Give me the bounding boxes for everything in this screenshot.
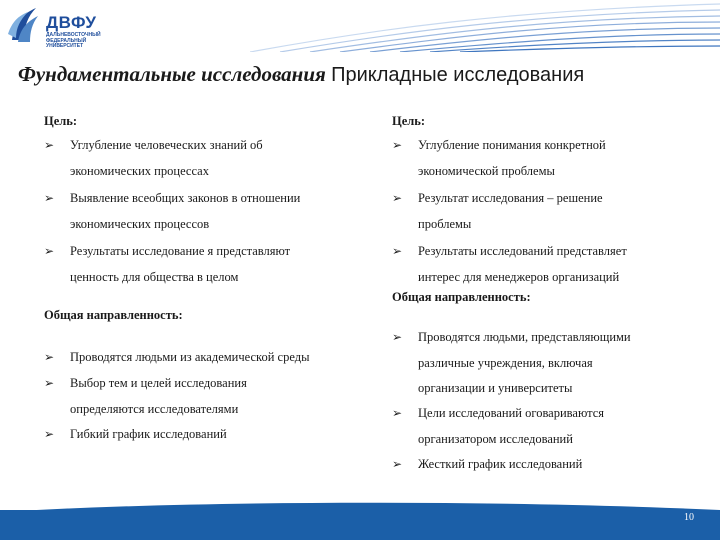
right-direction-3-line1: Жесткий график исследований [418,457,583,471]
bullet-arrow-icon: ➢ [392,457,403,471]
right-goal-1-line1: Углубление понимания конкретной [418,138,606,152]
left-direction-label: Общая направленность: [44,308,183,322]
logo-subtitle: ДАЛЬНЕВОСТОЧНЫЙ ФЕДЕРАЛЬНЫЙ УНИВЕРСИТЕТ [46,32,101,49]
right-direction-1-line2: различные учреждения, включая [418,356,593,370]
right-direction-2-line1: Цели исследований оговариваются [418,406,605,420]
left-goal-1-line2: экономических процессах [70,164,209,178]
title-fundamental: Фундаментальные исследования [18,62,326,86]
left-direction-3-line1: Гибкий график исследований [70,427,227,441]
footer [0,498,720,540]
footer-bar [0,510,720,540]
bullet-arrow-icon: ➢ [392,138,403,152]
header-wave-decoration [250,0,720,52]
right-direction-1-line1: Проводятся людьми, представляющими [418,330,631,344]
page-number: 10 [684,512,694,523]
right-direction-1-line3: организации и университеты [418,381,573,395]
bullet-arrow-icon: ➢ [392,330,403,344]
right-goal-3-line2: интерес для менеджеров организаций [418,270,620,284]
left-goal-3-line1: Результаты исследование я представляют [70,244,291,258]
bullet-arrow-icon: ➢ [44,191,55,205]
right-goal-2-line2: проблемы [418,217,472,231]
left-direction-1-line1: Проводятся людьми из академической среды [70,350,310,364]
right-direction-label: Общая направленность: [392,290,531,304]
logo-name: ДВФУ [46,13,97,32]
bullet-arrow-icon: ➢ [392,191,403,205]
right-direction-2-line2: организатором исследований [418,432,573,446]
page-title [18,62,584,87]
left-goal-1-line1: Углубление человеческих знаний об [70,138,263,152]
left-goal-2-line1: Выявление всеобщих законов в отношении [70,191,301,205]
title-applied: Прикладные исследования [331,64,585,86]
right-goal-2-line1: Результат исследования – решение [418,191,603,205]
left-goal-2-line2: экономических процессов [70,217,210,231]
right-goal-label: Цель: [392,114,426,128]
bullet-arrow-icon: ➢ [44,350,55,364]
bullet-arrow-icon: ➢ [44,138,55,152]
left-goal-label: Цель: [44,114,78,128]
bullet-arrow-icon: ➢ [44,244,55,258]
right-goal-1-line2: экономической проблемы [418,164,555,178]
bullet-arrow-icon: ➢ [392,406,403,420]
logo-emblem-icon [6,4,42,46]
bullet-arrow-icon: ➢ [392,244,403,258]
right-goal-3-line1: Результаты исследований представляет [418,244,627,258]
bullet-arrow-icon: ➢ [44,376,55,390]
bullet-arrow-icon: ➢ [44,427,55,441]
header [0,0,720,52]
left-goal-3-line2: ценность для общества в целом [70,270,239,284]
left-direction-2-line2: определяются исследователями [70,402,239,416]
university-logo [6,4,118,50]
left-direction-2-line1: Выбор тем и целей исследования [70,376,247,390]
